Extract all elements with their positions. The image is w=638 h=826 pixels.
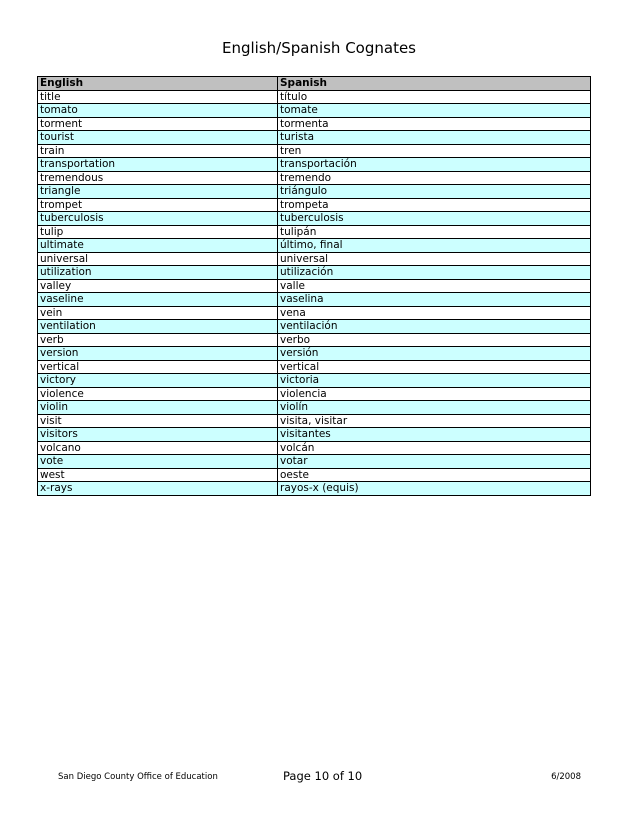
spanish-word-cell: vena: [278, 306, 591, 320]
english-word-cell: transportation: [38, 158, 278, 172]
table-row: [38, 131, 591, 145]
spanish-word-cell: utilización: [278, 266, 591, 280]
spanish-word-cell: violencia: [278, 387, 591, 401]
spanish-word-cell: rayos-x (equis): [278, 482, 591, 496]
spanish-word-cell: vertical: [278, 360, 591, 374]
table-row: [38, 387, 591, 401]
english-word-cell: title: [38, 90, 278, 104]
spanish-word-cell: victoria: [278, 374, 591, 388]
table-row: [38, 144, 591, 158]
table-row: [38, 239, 591, 253]
spanish-word-cell: título: [278, 90, 591, 104]
english-word-cell: victory: [38, 374, 278, 388]
table-row: [38, 198, 591, 212]
english-word-cell: tulip: [38, 225, 278, 239]
english-word-cell: x-rays: [38, 482, 278, 496]
page-footer: [0, 769, 638, 785]
table-row: [38, 306, 591, 320]
table-row: [38, 279, 591, 293]
table-row: [38, 225, 591, 239]
table-row: [38, 252, 591, 266]
spanish-word-cell: trompeta: [278, 198, 591, 212]
column-header-english: English: [38, 77, 278, 91]
spanish-word-cell: tulipán: [278, 225, 591, 239]
table-row: [38, 360, 591, 374]
english-word-cell: vein: [38, 306, 278, 320]
table-row: [38, 212, 591, 226]
english-word-cell: vertical: [38, 360, 278, 374]
table-row: [38, 293, 591, 307]
spanish-word-cell: ventilación: [278, 320, 591, 334]
table-row: [38, 428, 591, 442]
spanish-word-cell: tormenta: [278, 117, 591, 131]
spanish-word-cell: visita, visitar: [278, 414, 591, 428]
spanish-word-cell: versión: [278, 347, 591, 361]
table-row: [38, 347, 591, 361]
table-row: [38, 441, 591, 455]
english-word-cell: vote: [38, 455, 278, 469]
spanish-word-cell: oeste: [278, 468, 591, 482]
table-row: [38, 104, 591, 118]
spanish-word-cell: triángulo: [278, 185, 591, 199]
english-word-cell: visitors: [38, 428, 278, 442]
table-row: [38, 171, 591, 185]
table-row: [38, 117, 591, 131]
english-word-cell: tomato: [38, 104, 278, 118]
spanish-word-cell: visitantes: [278, 428, 591, 442]
english-word-cell: version: [38, 347, 278, 361]
page-title: English/Spanish Cognates: [221, 39, 416, 57]
table-row: [38, 333, 591, 347]
table-row: [38, 482, 591, 496]
footer-date: 6/2008: [551, 772, 581, 782]
english-word-cell: tuberculosis: [38, 212, 278, 226]
english-word-cell: vaseline: [38, 293, 278, 307]
english-word-cell: universal: [38, 252, 278, 266]
english-word-cell: volcano: [38, 441, 278, 455]
english-word-cell: visit: [38, 414, 278, 428]
table-row: [38, 455, 591, 469]
table-header-row: [38, 77, 591, 91]
table-row: [38, 374, 591, 388]
english-word-cell: valley: [38, 279, 278, 293]
footer-page-number: Page 10 of 10: [283, 769, 363, 783]
cognates-table: [37, 76, 591, 496]
english-word-cell: ventilation: [38, 320, 278, 334]
spanish-word-cell: valle: [278, 279, 591, 293]
table-row: [38, 320, 591, 334]
spanish-word-cell: violín: [278, 401, 591, 415]
spanish-word-cell: turista: [278, 131, 591, 145]
spanish-word-cell: tomate: [278, 104, 591, 118]
english-word-cell: ultimate: [38, 239, 278, 253]
english-word-cell: violence: [38, 387, 278, 401]
spanish-word-cell: votar: [278, 455, 591, 469]
english-word-cell: tremendous: [38, 171, 278, 185]
english-word-cell: train: [38, 144, 278, 158]
table-row: [38, 90, 591, 104]
table-row: [38, 401, 591, 415]
spanish-word-cell: universal: [278, 252, 591, 266]
spanish-word-cell: último, final: [278, 239, 591, 253]
table-row: [38, 185, 591, 199]
table-row: [38, 414, 591, 428]
english-word-cell: verb: [38, 333, 278, 347]
english-word-cell: utilization: [38, 266, 278, 280]
spanish-word-cell: tremendo: [278, 171, 591, 185]
english-word-cell: torment: [38, 117, 278, 131]
table-row: [38, 266, 591, 280]
english-word-cell: violin: [38, 401, 278, 415]
table-row: [38, 158, 591, 172]
spanish-word-cell: vaselina: [278, 293, 591, 307]
spanish-word-cell: tren: [278, 144, 591, 158]
column-header-spanish: Spanish: [278, 77, 591, 91]
spanish-word-cell: volcán: [278, 441, 591, 455]
english-word-cell: triangle: [38, 185, 278, 199]
english-word-cell: west: [38, 468, 278, 482]
table-body: [38, 90, 591, 495]
footer-organization: San Diego County Office of Education: [58, 772, 218, 782]
spanish-word-cell: verbo: [278, 333, 591, 347]
spanish-word-cell: transportación: [278, 158, 591, 172]
english-word-cell: tourist: [38, 131, 278, 145]
english-word-cell: trompet: [38, 198, 278, 212]
table-row: [38, 468, 591, 482]
spanish-word-cell: tuberculosis: [278, 212, 591, 226]
